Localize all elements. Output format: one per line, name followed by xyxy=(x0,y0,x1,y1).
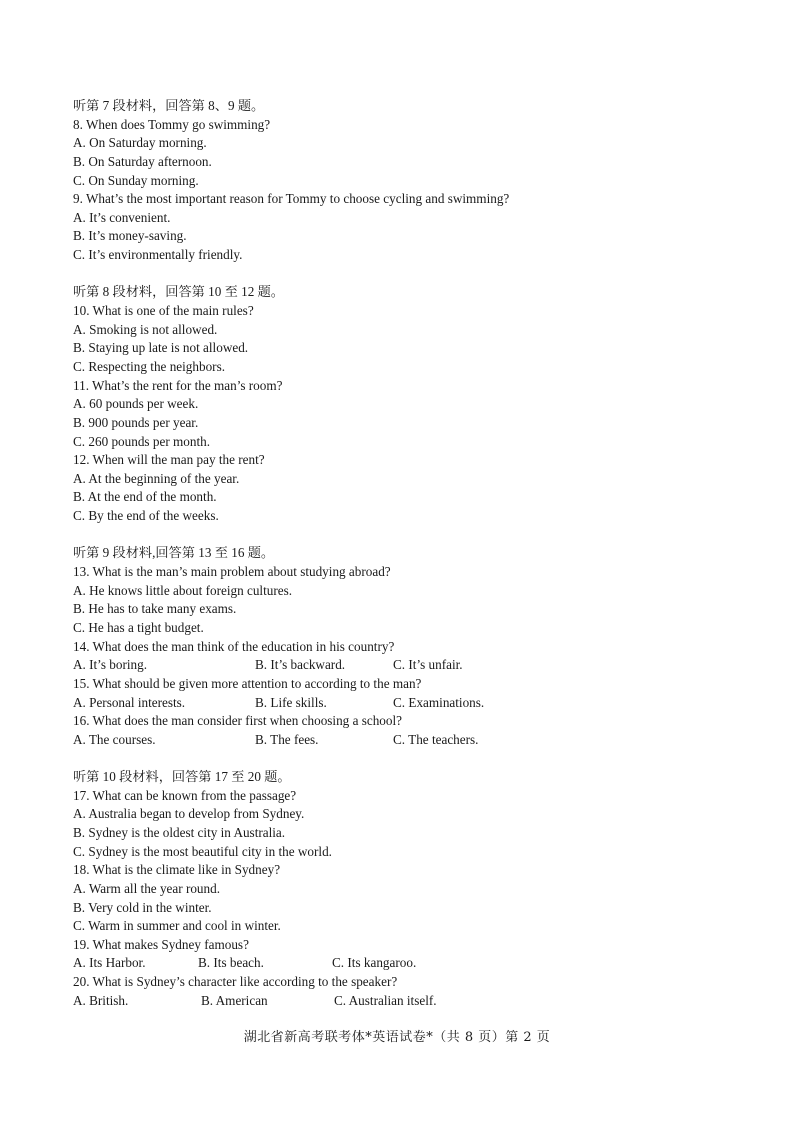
answer-option: C. Its kangaroo. xyxy=(332,955,417,971)
answer-option: C. Sydney is the most beautiful city in the world. xyxy=(73,843,332,859)
answer-option: A. Australia began to develop from Sydney. xyxy=(73,806,305,822)
answer-options-row xyxy=(73,954,753,973)
answer-option: C. It’s environmentally friendly. xyxy=(73,247,243,263)
answer-option: B. Very cold in the winter. xyxy=(73,899,212,915)
answer-option: A. Personal interests. xyxy=(73,694,186,710)
answer-option: A. It’s boring. xyxy=(73,657,147,673)
answer-option: B. At the end of the month. xyxy=(73,489,217,505)
page-content xyxy=(73,97,753,1010)
answer-option: C. He has a tight budget. xyxy=(73,619,204,635)
question-text: 10. What is one of the main rules? xyxy=(73,303,254,319)
answer-option: B. It’s backward. xyxy=(255,657,346,673)
section-heading: 听第 7 段材料，回答第 8、9 题。 xyxy=(73,98,265,113)
answer-options-row xyxy=(73,992,753,1011)
section-spacer xyxy=(73,265,753,284)
question-text: 19. What makes Sydney famous? xyxy=(73,936,249,952)
answer-option: C. 260 pounds per month. xyxy=(73,433,211,449)
answer-option: B. American xyxy=(201,992,268,1008)
answer-option: B. The fees. xyxy=(255,731,319,747)
answer-option: C. It’s unfair. xyxy=(393,657,463,673)
answer-option: C. Examinations. xyxy=(393,694,485,710)
answer-options-row xyxy=(73,694,753,713)
section-spacer xyxy=(73,526,753,545)
question-text: 8. When does Tommy go swimming? xyxy=(73,116,271,132)
answer-option: B. He has to take many exams. xyxy=(73,601,237,617)
question-text: 13. What is the man’s main problem about studying abroad? xyxy=(73,564,391,580)
answer-option: C. Warm in summer and cool in winter. xyxy=(73,918,281,934)
answer-option: A. The courses. xyxy=(73,731,156,747)
page-footer: 湖北省新高考联考体*英语试卷*（共 8 页）第 2 页 xyxy=(243,1030,551,1045)
answer-option: C. Australian itself. xyxy=(334,992,437,1008)
answer-option: A. British. xyxy=(73,992,129,1008)
question-text: 17. What can be known from the passage? xyxy=(73,787,297,803)
answer-option: A. Smoking is not allowed. xyxy=(73,321,218,337)
answer-option: B. Sydney is the oldest city in Australia. xyxy=(73,824,286,840)
question-text: 15. What should be given more attention to according to the man? xyxy=(73,675,422,691)
question-text: 11. What’s the rent for the man’s room? xyxy=(73,377,283,393)
answer-option: A. On Saturday morning. xyxy=(73,135,207,151)
section-spacer xyxy=(73,749,753,768)
answer-option: B. Its beach. xyxy=(198,955,264,971)
question-text: 14. What does the man think of the education in his country? xyxy=(73,638,395,654)
section-heading: 听第 9 段材料,回答第 13 至 16 题。 xyxy=(73,545,275,561)
answer-option: B. Life skills. xyxy=(255,694,327,710)
answer-option: A. 60 pounds per week. xyxy=(73,396,199,412)
answer-option: B. 900 pounds per year. xyxy=(73,414,199,430)
answer-options-row xyxy=(73,656,753,675)
answer-option: A. He knows little about foreign cultures. xyxy=(73,582,293,598)
answer-option: C. Respecting the neighbors. xyxy=(73,358,225,374)
section-heading: 听第 8 段材料，回答第 10 至 12 题。 xyxy=(73,284,284,300)
answer-option: A. At the beginning of the year. xyxy=(73,470,240,486)
answer-option: C. The teachers. xyxy=(393,731,479,747)
answer-option: B. It’s money-saving. xyxy=(73,228,187,244)
question-text: 16. What does the man consider first when choosing a school? xyxy=(73,713,402,729)
answer-option: B. Staying up late is not allowed. xyxy=(73,340,249,356)
answer-option: A. Its Harbor. xyxy=(73,955,146,971)
question-text: 12. When will the man pay the rent? xyxy=(73,452,265,468)
answer-option: A. It’s convenient. xyxy=(73,209,171,225)
section-heading: 听第 10 段材料，回答第 17 至 20 题。 xyxy=(73,769,291,785)
answer-options-row xyxy=(73,731,753,750)
question-text: 20. What is Sydney’s character like according to the speaker? xyxy=(73,974,398,990)
answer-option: A. Warm all the year round. xyxy=(73,880,221,896)
answer-option: C. On Sunday morning. xyxy=(73,172,199,188)
question-text: 18. What is the climate like in Sydney? xyxy=(73,862,281,878)
question-text: 9. What’s the most important reason for Tommy to choose cycling and swimming? xyxy=(73,191,510,207)
answer-option: C. By the end of the weeks. xyxy=(73,508,219,524)
answer-option: B. On Saturday afternoon. xyxy=(73,153,212,169)
